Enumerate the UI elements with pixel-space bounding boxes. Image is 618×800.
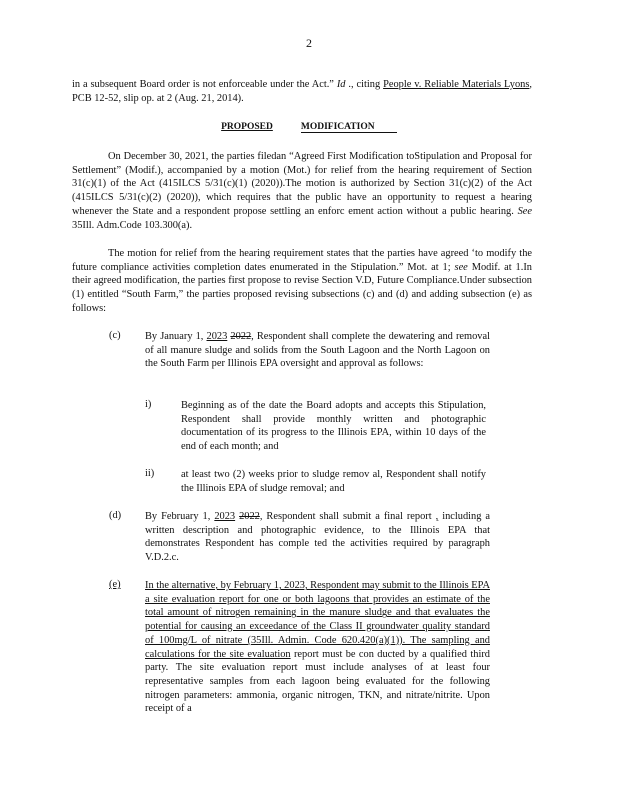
page-number: 2 (306, 36, 312, 50)
item-c-text-1: By January 1, (145, 331, 204, 342)
item-d-text-2: , Respondent shall submit a final report (259, 511, 432, 522)
para2-see: see (454, 261, 468, 273)
item-c-text (145, 330, 490, 371)
sub-i-label: i) (145, 399, 152, 410)
sub-i-text: Beginning as of the date the Board adopts and accepts this Stipulation, Respondent shall provide monthly written and photographic documentation of its progress to the Illinois EPA, within 10 days of the end of each month; and (181, 400, 486, 453)
item-d-label: (d) (109, 510, 122, 521)
para2-text-2: Modif. at 1.In their agreed modification, the parties first propose to revise Section V.D, Future Compliance.Under subsection (1) entitled “South Farm,” the parties proposed revising subsections (c) and (d) and adding subsection (e) as follows: (72, 261, 532, 314)
item-e-inserted-text: In the alternative, by February 1, 2023, Respondent may submit to the Illinois EPA a site evaluation report for one or both lagoons that provides an estimate of the total amount of nitrogen remaining in the manure sludge and that evaluates the potential for causing an exceedance of the Class II groundwater quality standard of 100mg/L of nitrate (35Ill. Admin. Code 620.420(a)(1)). The sampling and calculations for the site evaluation (145, 580, 490, 660)
item-e-label: (e) (109, 579, 121, 590)
item-d-old-year: 2022 (239, 511, 260, 522)
section-heading (0, 122, 618, 133)
item-c-label: (c) (109, 330, 121, 341)
para2-text-1: The motion for relief from the hearing requirement states that the parties have agreed ‘to modify the future compliance activities completion dates enumerated in the Stipulation.” Mot. at 1; (72, 248, 532, 273)
intro-text-3: , PCB 12-52, slip op. at 2 (Aug. 21, 2014). (72, 79, 532, 104)
intro-paragraph (72, 78, 532, 105)
para1-text-2: 35Ill. Adm.Code 103.300(a). (72, 219, 193, 231)
item-d-text-1: By February 1, (145, 511, 211, 522)
paragraph-2 (72, 247, 532, 316)
paragraph-1 (72, 150, 532, 232)
intro-id-citation: Id (336, 79, 346, 90)
sub-ii-label: ii) (145, 468, 155, 479)
intro-text-1: in a subsequent Board order is not enforceable under the Act.” (72, 79, 337, 90)
item-c-text-2: , Respondent shall complete the dewatering and removal of all manure sludge and solids from the South Lagoon and the North Lagoon on the South Farm per Illinois EPA oversight and approval as follows: (145, 331, 490, 370)
para1-see: See (517, 205, 532, 217)
item-e-text (145, 579, 490, 716)
item-d-text-3: including a written description and photographic evidence, to the Illinois EPA that demonstrates Respondent has comple ted the activities required by paragraph V.D.2.c. (145, 511, 491, 564)
item-d-text (145, 510, 490, 565)
item-c-new-year: 2023 (206, 331, 228, 342)
sub-ii-text: at least two (2) weeks prior to sludge remov al, Respondent shall notify the Illinois EPA of sludge removal; and (181, 469, 486, 494)
heading-modification: MODIFICATION (301, 122, 397, 133)
item-c-old-year: 2022 (230, 331, 252, 342)
item-d-new-year: 2023 (214, 511, 236, 522)
intro-text-2: ., citing (345, 79, 384, 90)
heading-proposed: PROPOSED (221, 122, 273, 132)
para1-text-1: On December 30, 2021, the parties filedan “Agreed First Modification toStipulation and Proposal for Settlement” (Modif.), accompanied by a motion (Mot.) for relief from the hearing requirement of Section 31(c)(1) of the Act (415ILCS 5/31(c)(1) (2020)).The motion is authorized by Section 31(c)(2) of the Act (415ILCS 5/31(c)(2) (2020)), which requires that the public have an opportunity to request a hearing whenever the State and a respondent propose settling an enforc ement action without a public hearing. (72, 151, 532, 217)
item-d-inserted-comma: , (435, 511, 439, 522)
intro-case-name: People v. Reliable Materials Lyons (383, 79, 530, 90)
item-e-plain-text: report must be con ducted by a qualified third party. The site evaluation report must include analyses of at least four representative samples from each lagoon being evaluated for the following nitrogen parameters: ammonia, organic nitrogen, TKN, and nitrate/nitrite. Upon receipt of a (145, 648, 490, 715)
